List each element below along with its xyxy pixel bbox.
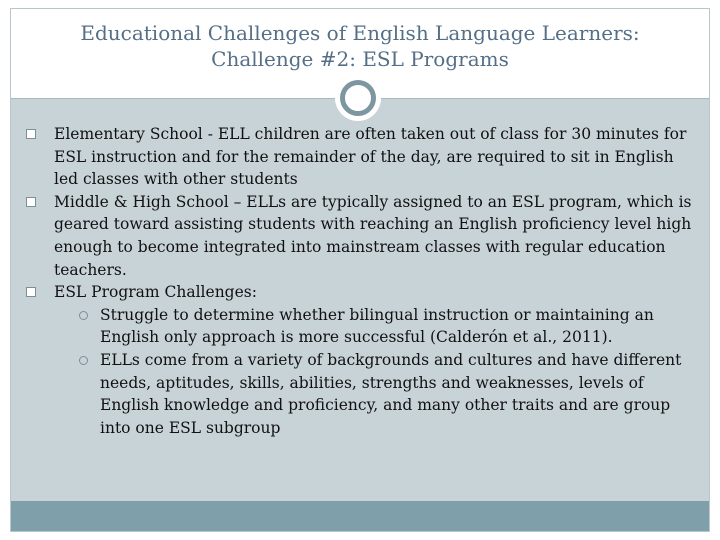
- circle-bullet-icon: [79, 311, 88, 320]
- bullet-text: Elementary School - ELL children are often taken out of class for 30 minutes for ESL instruction and for the remainder of the day, are required to sit in English led classes with other students: [54, 125, 687, 189]
- bullet-item: [26, 281, 696, 304]
- footer-bar: [11, 501, 709, 531]
- sub-bullet-item: [26, 349, 696, 439]
- bullet-item: [26, 191, 696, 281]
- circle-bullet-icon: [79, 356, 88, 365]
- bullet-text: ESL Program Challenges:: [54, 283, 257, 302]
- circle-ornament-icon: [340, 80, 376, 116]
- bullet-text: Middle & High School – ELLs are typically assigned to an ESL program, which is geared toward assisting students with reaching an English proficiency level high enough to become integrated into mainstream classes with regular education teachers.: [54, 192, 692, 279]
- slide-title-line-2: Challenge #2: ESL Programs: [211, 47, 509, 71]
- sub-bullet-item: [26, 304, 696, 349]
- slide-title-line-1: Educational Challenges of English Language Learners:: [80, 21, 640, 45]
- bullet-list: [26, 123, 696, 439]
- sub-bullet-text: ELLs come from a variety of backgrounds and cultures and have different needs, aptitudes, skills, abilities, strengths and weaknesses, levels of English knowledge and proficiency, and many other traits and are group into one ESL subgroup: [100, 350, 682, 437]
- square-bullet-icon: [26, 197, 36, 207]
- sub-bullet-text: Struggle to determine whether bilingual instruction or maintaining an English only approach is more successful (Calderón et al., 2011).: [100, 305, 654, 347]
- bullet-item: [26, 123, 696, 191]
- square-bullet-icon: [26, 287, 36, 297]
- square-bullet-icon: [26, 129, 36, 139]
